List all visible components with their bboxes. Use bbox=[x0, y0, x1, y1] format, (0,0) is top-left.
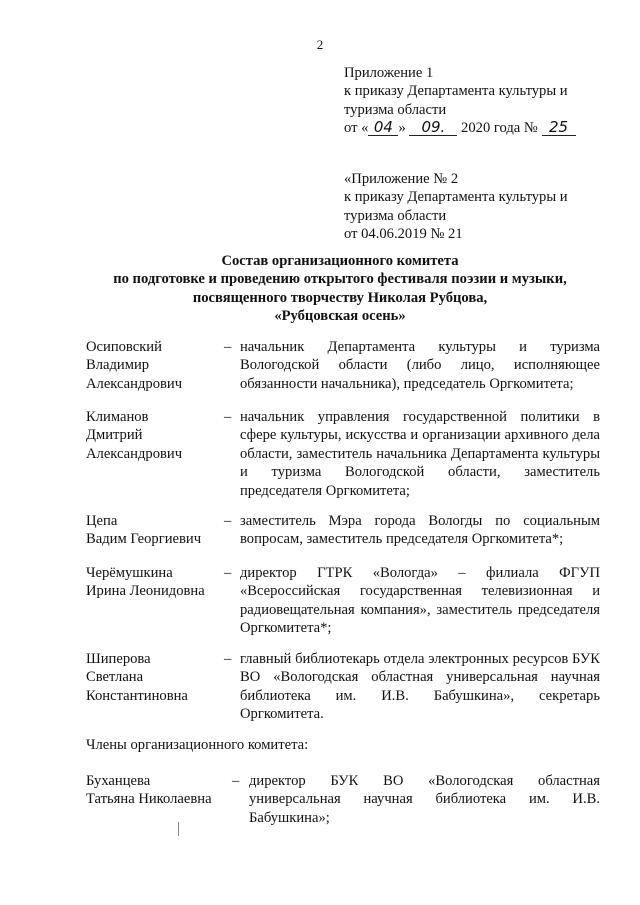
appendix-1-line-2: к приказу Департамента культуры и bbox=[344, 83, 568, 100]
appendix-2-line-3: туризма области bbox=[344, 207, 447, 224]
member-patronymic: Константиновна bbox=[86, 687, 188, 704]
members-section-label: Члены организационного комитета: bbox=[86, 737, 309, 753]
heading-line-3: посвященного творчеству Николая Рубцова, bbox=[192, 289, 488, 306]
member-name bbox=[86, 512, 236, 549]
member-role: заместитель Мэра города Вологды по социальным вопросам, заместитель председателя Оргкомитета*; bbox=[240, 513, 600, 548]
member-surname: Осиповский bbox=[86, 339, 162, 355]
member-patronymic: Александрович bbox=[86, 375, 183, 392]
appendix-1-date-line bbox=[344, 119, 624, 137]
member-role: начальник Департамента культуры и туризма Вологодской области (либо лицо, исполняющее обязанности начальника), председатель Оргкомитета; bbox=[240, 339, 600, 392]
appendix-1-line-3: туризма области bbox=[344, 101, 447, 118]
date-day-close: » bbox=[398, 120, 406, 137]
member-role: директор ГТРК «Вологда» – филиала ФГУП «Всероссийская государственная телевизионная и радиовещательная компания», заместитель председателя Оргкомитета*; bbox=[240, 565, 600, 637]
document-heading bbox=[60, 252, 620, 326]
appendix-2-block bbox=[344, 170, 624, 244]
member-name bbox=[86, 564, 236, 601]
heading-line-2: по подготовке и проведению открытого фестиваля поэзии и музыки, bbox=[113, 271, 567, 288]
appendix-2-date-line: от 04.06.2019 № 21 bbox=[344, 226, 463, 243]
member-first-and-patronymic: Ирина Леонидовна bbox=[86, 583, 205, 600]
member-patronymic: Александрович bbox=[86, 445, 183, 462]
handwritten-month: 09. bbox=[409, 120, 457, 136]
page-number: 2 bbox=[316, 37, 324, 52]
date-prefix: от « bbox=[344, 120, 369, 137]
dash-separator: – bbox=[224, 565, 232, 581]
member-surname: Черёмушкина bbox=[86, 565, 173, 581]
member-name bbox=[86, 772, 246, 809]
member-name bbox=[86, 650, 236, 705]
scan-artifact-line bbox=[178, 822, 179, 836]
member-first-name: Светлана bbox=[86, 669, 144, 686]
heading-line-1: Состав организационного комитета bbox=[221, 253, 459, 269]
member-name bbox=[86, 338, 236, 393]
dash-separator: – bbox=[224, 339, 232, 355]
member-role: директор БУК ВО «Вологодская областная универсальная научная библиотека им. И.В. Бабушкина»; bbox=[249, 773, 600, 826]
heading-line-4: «Рубцовская осень» bbox=[274, 308, 406, 325]
member-surname: Буханцева bbox=[86, 773, 151, 789]
member-role: начальник управления государственной политики в сфере культуры, искусства и организации архивного дела области, заместитель начальника Департамента культуры и туризма Вологодской области, заместитель председателя Оргкомитета; bbox=[240, 409, 600, 499]
appendix-2-title: «Приложение № 2 bbox=[344, 171, 459, 187]
member-surname: Шиперова bbox=[86, 651, 151, 667]
member-first-name: Владимир bbox=[86, 357, 150, 374]
dash-separator: – bbox=[224, 409, 232, 425]
handwritten-day: 04 bbox=[368, 120, 398, 136]
dash-separator: – bbox=[232, 773, 240, 789]
dash-separator: – bbox=[224, 513, 232, 529]
appendix-1-title: Приложение 1 bbox=[344, 65, 434, 81]
member-surname: Цепа bbox=[86, 513, 118, 529]
member-name bbox=[86, 408, 236, 463]
member-surname: Климанов bbox=[86, 409, 149, 425]
appendix-1-block bbox=[344, 64, 624, 138]
date-year-text: 2020 года № bbox=[461, 120, 538, 137]
member-role: главный библиотекарь отдела электронных ресурсов БУК ВО «Вологодская областная универсальная научная библиотека им. И.В. Бабушкина», секретарь Оргкомитета. bbox=[240, 651, 600, 723]
member-first-and-patronymic: Вадим Георгиевич bbox=[86, 531, 202, 548]
member-first-name: Дмитрий bbox=[86, 427, 143, 444]
member-first-and-patronymic: Татьяна Николаевна bbox=[86, 791, 212, 808]
dash-separator: – bbox=[224, 651, 232, 667]
handwritten-order-number: 25 bbox=[542, 120, 576, 136]
appendix-2-line-2: к приказу Департамента культуры и bbox=[344, 189, 568, 206]
